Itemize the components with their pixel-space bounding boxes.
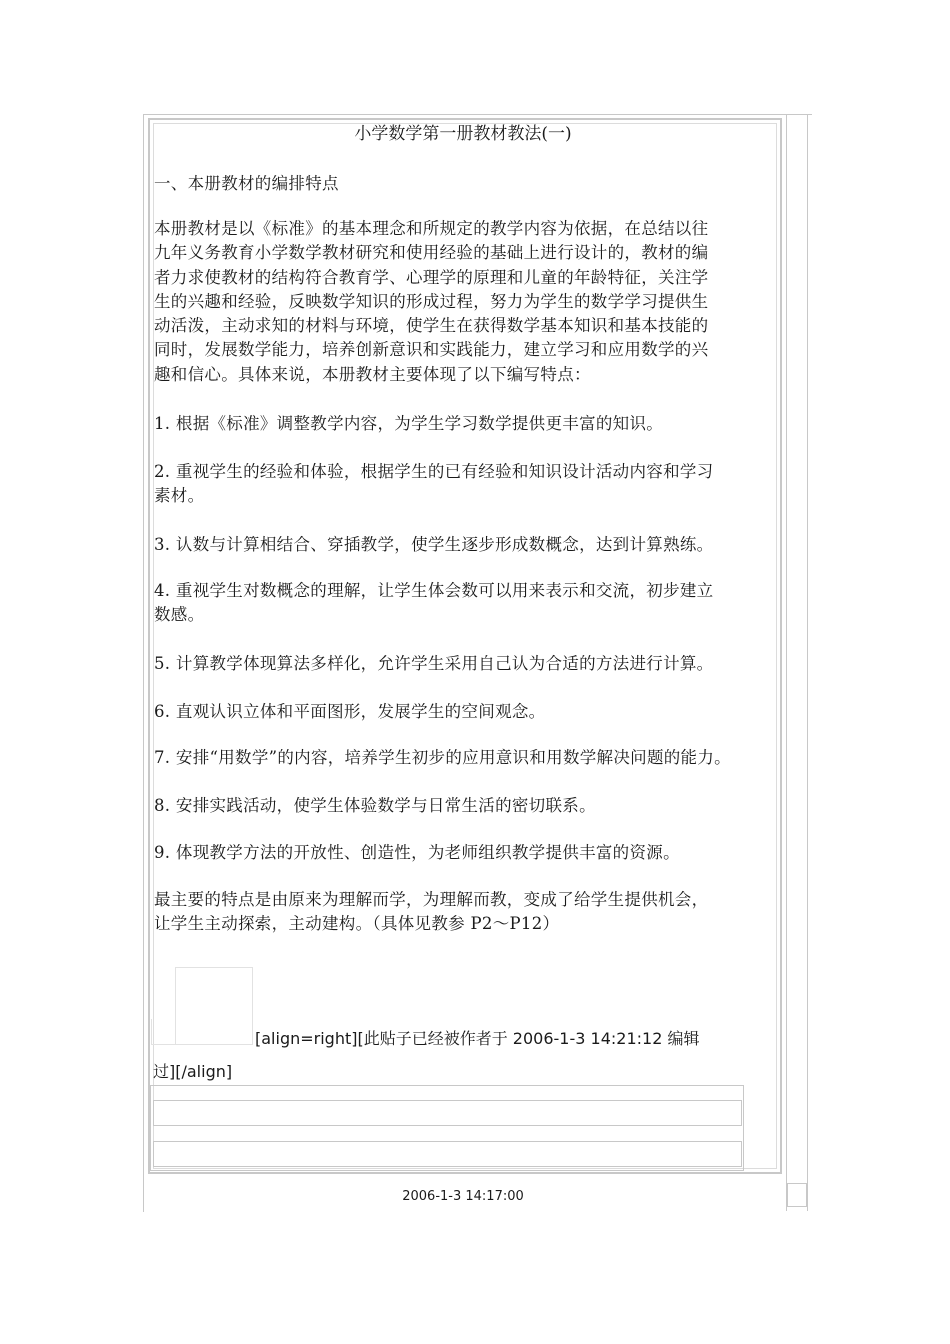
post-title: 小学数学第一册教材教法(一) [354, 124, 572, 144]
list-item: 9. 体现教学方法的开放性、创造性，为老师组织教学提供丰富的资源。 [154, 843, 680, 862]
footer-row [153, 1100, 742, 1126]
right-rail [786, 114, 808, 1211]
list-item: 8. 安排实践活动，使学生体验数学与日常生活的密切联系。 [154, 796, 596, 815]
list-item: 5. 计算教学体现算法多样化，允许学生采用自己认为合适的方法进行计算。 [154, 654, 714, 673]
list-item: 7. 安排“用数学”的内容，培养学生初步的应用意识和用数学解决问题的能力。 [154, 748, 731, 767]
list-item: 3. 认数与计算相结合、穿插教学，使学生逐步形成数概念，达到计算熟练。 [154, 535, 714, 554]
footer-row [153, 1141, 742, 1167]
rail-cell [787, 1183, 807, 1207]
list-item: 1. 根据《标准》调整教学内容，为学生学习数学提供更丰富的知识。 [154, 414, 664, 433]
list-item: 4. 重视学生对数概念的理解，让学生体会数可以用来表示和交流，初步建立 数感。 [154, 581, 714, 625]
list-item: 2. 重视学生的经验和体验，根据学生的已有经验和知识设计活动内容和学习 素材。 [154, 462, 714, 506]
edit-note: [align=right][此贴子已经被作者于 2006-1-3 14:21:12 编辑 [255, 1029, 700, 1048]
post-timestamp: 2006-1-3 14:17:00 [402, 1189, 524, 1204]
section-heading: 一、本册教材的编排特点 [154, 174, 339, 193]
list-item: 6. 直观认识立体和平面图形，发展学生的空间观念。 [154, 702, 546, 721]
signature-image-placeholder-lower [151, 1019, 251, 1045]
edit-note-continued: 过][/align] [153, 1062, 233, 1081]
conclusion-paragraph: 最主要的特点是由原来为理解而学，为理解而教，变成了给学生提供机会， 让学生主动探索，主动建构。（具体见教参 P2～P12） [154, 890, 709, 934]
intro-paragraph: 本册教材是以《标准》的基本理念和所规定的教学内容为依据，在总结以往 九年义务教育小学数学教材研究和使用经验的基础上进行设计的，教材的编 者力求使教材的结构符合教育学、心理学的原理和儿童的年龄特征，关注学 生的兴趣和经验，反映数学知识的形成过程，努力为学生的数学学习提供生 动活泼，主动求知的材料与环境，使学生在获得数学基本知识和基本技能的 同时，发展数学能力，培养创新意识和实践能力，建立学习和应用数学的兴 趣和信心。具体来说，本册教材主要体现了以下编写特点： [154, 219, 709, 384]
